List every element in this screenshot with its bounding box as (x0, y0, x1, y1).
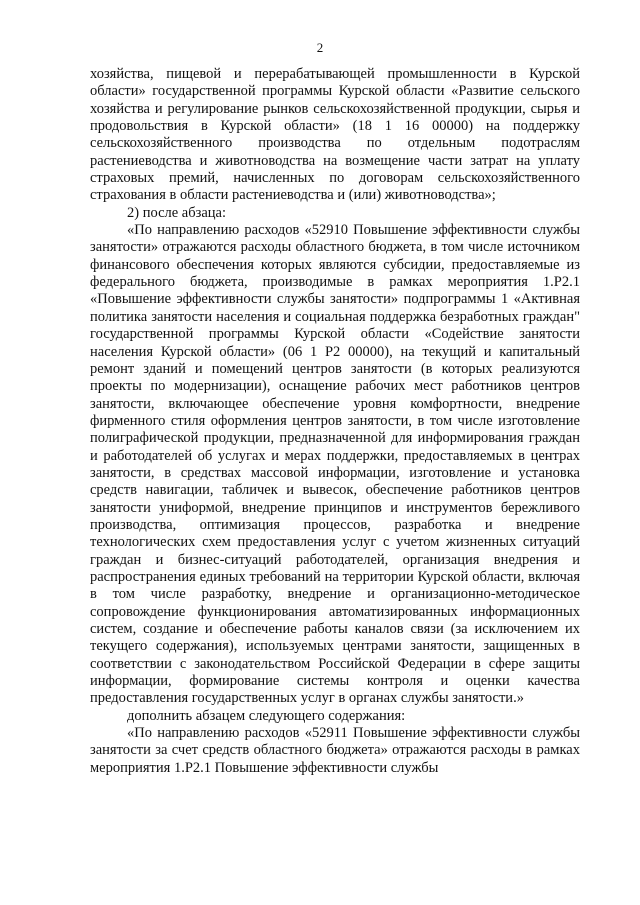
paragraph-2: 2) после абзаца: (127, 204, 227, 221)
paragraph-5: «По направлению расходов «52911 Повышение эффективности службы занятости за счет средств областного бюджета» отражаются расходы в рамках мероприятия 1.P2.1 Повышение эффективности службы (90, 725, 580, 776)
paragraph-4: дополнить абзацем следующего содержания: (127, 707, 406, 724)
page-number: 2 (316, 40, 324, 55)
paragraph-1: хозяйства, пищевой и перерабатывающей промышленности в Курской области» государственной программы Курской области «Развитие сельского хозяйства и регулирование рынков сельскохозяйственной продукции, сырья и продовольствия в Курской области» (18 1 16 00000) на поддержку сельскохозяйственного производства по отдельным подотраслям растениеводства и животноводства на возмещение части затрат на уплату страховых премий, начисленных по договорам сельскохозяйственного страхования в области растениеводства и (или) животноводства»; (90, 66, 580, 204)
document-body (90, 66, 580, 777)
paragraph-3: «По направлению расходов «52910 Повышение эффективности службы занятости» отражаются расходы областного бюджета, в том числе источником финансового обеспечения которых являются субсидии, предоставляемые из федерального бюджета, производимые в рамках мероприятия 1.P2.1 «Повышение эффективности службы занятости» подпрограммы 1 «Активная политика занятости населения и социальная поддержка безработных граждан" государственной программы Курской области «Содействие занятости населения Курской области» (06 1 P2 00000), на текущий и капитальный ремонт зданий и помещений центров занятости (в которых реализуются проекты по модернизации), оснащение рабочих мест работников центров занятости, включающее обеспечение уровня комфортности, внедрение фирменного стиля оформления центров занятости, в том числе изготовление полиграфической продукции, предназначенной для информирования граждан и работодателей об услугах и мерах поддержки, предоставляемых в центрах занятости, в средствах массовой информации, изготовление и установка средств навигации, табличек и вывесок, обеспечение работников центров занятости униформой, внедрение принципов и инструментов бережливого производства, оптимизация процессов, разработка и внедрение технологических схем предоставления услуг с учетом жизненных ситуаций граждан и бизнес-ситуаций работодателей, организация внедрения и распространения единых требований на территории Курской области, включая в том числе разработку, внедрение и организационно-методическое сопровождение функционирования автоматизированных информационных систем, создание и обеспечение работы каналов связи (за исключением их текущего содержания), используемых центрами занятости, защищенных в соответствии с законодательством Российской Федерации в сфере защиты информации, формирование системы контроля и оценки качества предоставления государственных услуг в органах службы занятости.» (90, 222, 580, 707)
